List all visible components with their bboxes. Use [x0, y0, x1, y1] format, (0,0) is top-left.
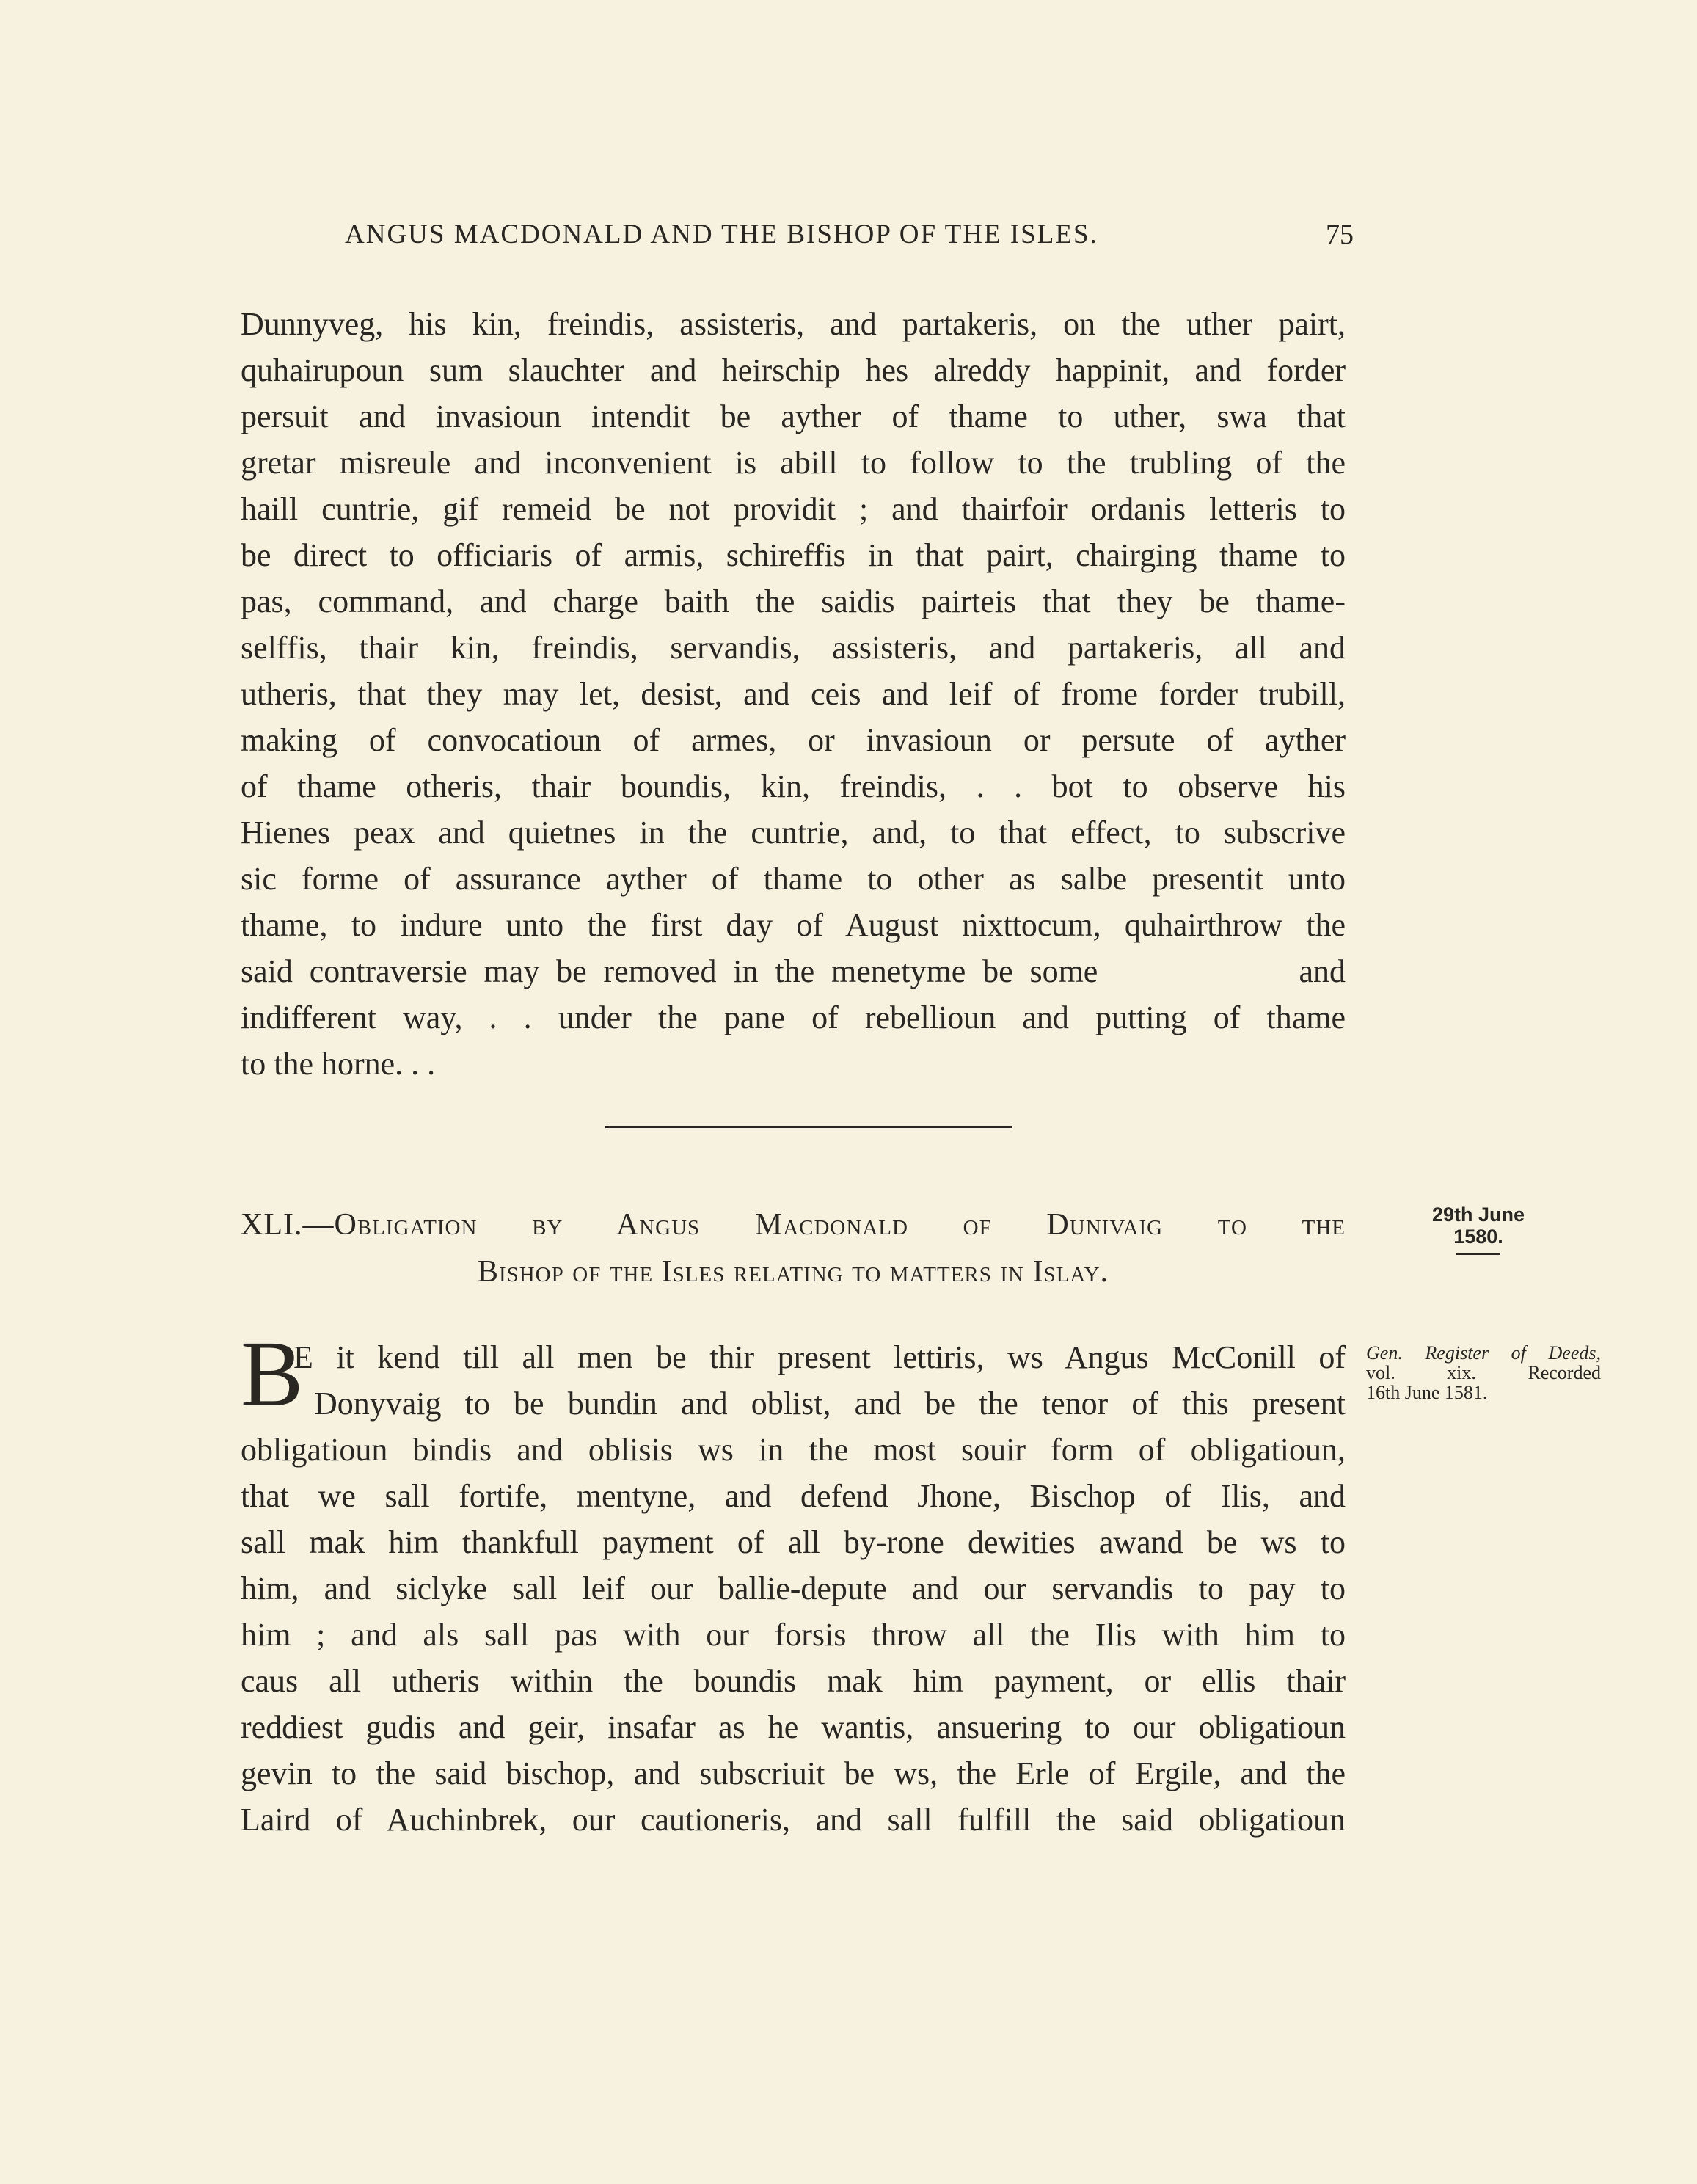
running-head: [345, 219, 1354, 255]
text-line: sall mak him thankfull payment of all by-rone dewities awand be ws to: [241, 1524, 1346, 1560]
text-line: caus all utheris within the boundis mak him payment, or ellis thair: [241, 1663, 1346, 1699]
text-line: quhairupoun sum slauchter and heirschip hes alreddy happinit, and forder: [241, 352, 1346, 388]
text-line: haill cuntrie, gif remeid be not providit ; and thairfoir ordanis letteris to: [241, 491, 1346, 527]
heading-line: XLI.—Obligation by Angus Macdonald of Dunivaig to the: [241, 1208, 1346, 1242]
text-line: Donyvaig to be bundin and oblist, and be the tenor of this present: [314, 1386, 1346, 1422]
date-year: 1580.: [1453, 1226, 1503, 1248]
page-number: 75: [1326, 219, 1354, 250]
source-volume: vol. xix. Recorded: [1366, 1362, 1601, 1383]
text-line: said contraversie may be removed in the menetyme be some and: [241, 953, 1346, 989]
drop-cap: B: [241, 1322, 304, 1426]
text-line: selffis, thair kin, freindis, servandis, assisteris, and partakeris, all and: [241, 630, 1346, 666]
text-line: pas, command, and charge baith the saidis pairteis that they be thame-: [241, 583, 1346, 619]
text-line: thame, to indure unto the first day of August nixttocum, quhairthrow the: [241, 907, 1346, 943]
text-line: obligatioun bindis and oblisis ws in the most souir form of obligatioun,: [241, 1432, 1346, 1468]
text-line: Hienes peax and quietnes in the cuntrie, and, to that effect, to subscrive: [241, 815, 1346, 851]
running-title: ANGUS MACDONALD AND THE BISHOP OF THE ISLES.: [345, 219, 1098, 250]
text-line: gretar misreule and inconvenient is abill to follow to the trubling of the: [241, 445, 1346, 481]
text-line: be direct to officiaris of armis, schireffis in that pairt, chairging thame to: [241, 537, 1346, 573]
source-margin-note: [1366, 1343, 1601, 1402]
text-line: indifferent way, . . under the pane of rebellioun and putting of thame: [241, 1000, 1346, 1035]
text-line: making of convocatioun of armes, or invasioun or persute of ayther: [241, 722, 1346, 758]
section-heading: [241, 1201, 1346, 1295]
text-line: sic forme of assurance ayther of thame to other as salbe presentit unto: [241, 861, 1346, 897]
text-line: E it kend till all men be thir present lettiris, ws Angus McConill of: [293, 1339, 1346, 1375]
text-line: Dunnyveg, his kin, freindis, assisteris, and partakeris, on the uther pairt,: [241, 306, 1346, 342]
text-line: that we sall fortife, mentyne, and defend Jhone, Bischop of Ilis, and: [241, 1478, 1346, 1514]
date-day: 29th June: [1431, 1204, 1525, 1226]
source-recorded-date: 16th June 1581.: [1366, 1382, 1488, 1403]
text-line: reddiest gudis and geir, insafar as he wantis, ansuering to our obligatioun: [241, 1709, 1346, 1745]
text-line: persuit and invasioun intendit be ayther of thame to uther, swa that: [241, 398, 1346, 434]
heading-line: Bishop of the Isles relating to matters in Islay.: [477, 1255, 1109, 1289]
section-divider: [605, 1126, 1012, 1128]
source-register: Gen. Register of Deeds,: [1366, 1342, 1601, 1364]
text-line: of thame otheris, thair boundis, kin, freindis, . . bot to observe his: [241, 768, 1346, 804]
text-line: him ; and als sall pas with our forsis throw all the Ilis with him to: [241, 1617, 1346, 1653]
date-margin-note: [1416, 1204, 1541, 1255]
obligation-paragraph: [241, 1334, 1346, 1843]
text-line: Laird of Auchinbrek, our cautioneris, and sall fulfill the said obligatioun: [241, 1802, 1346, 1838]
text-line: gevin to the said bischop, and subscriuit be ws, the Erle of Ergile, and the: [241, 1755, 1346, 1791]
date-dash: [1456, 1253, 1500, 1255]
text-line: utheris, that they may let, desist, and ceis and leif of frome forder trubill,: [241, 676, 1346, 712]
text-line: him, and siclyke sall leif our ballie-depute and our servandis to pay to: [241, 1570, 1346, 1606]
continued-paragraph: [241, 301, 1346, 1087]
text-line: to the horne. . .: [241, 1046, 436, 1082]
